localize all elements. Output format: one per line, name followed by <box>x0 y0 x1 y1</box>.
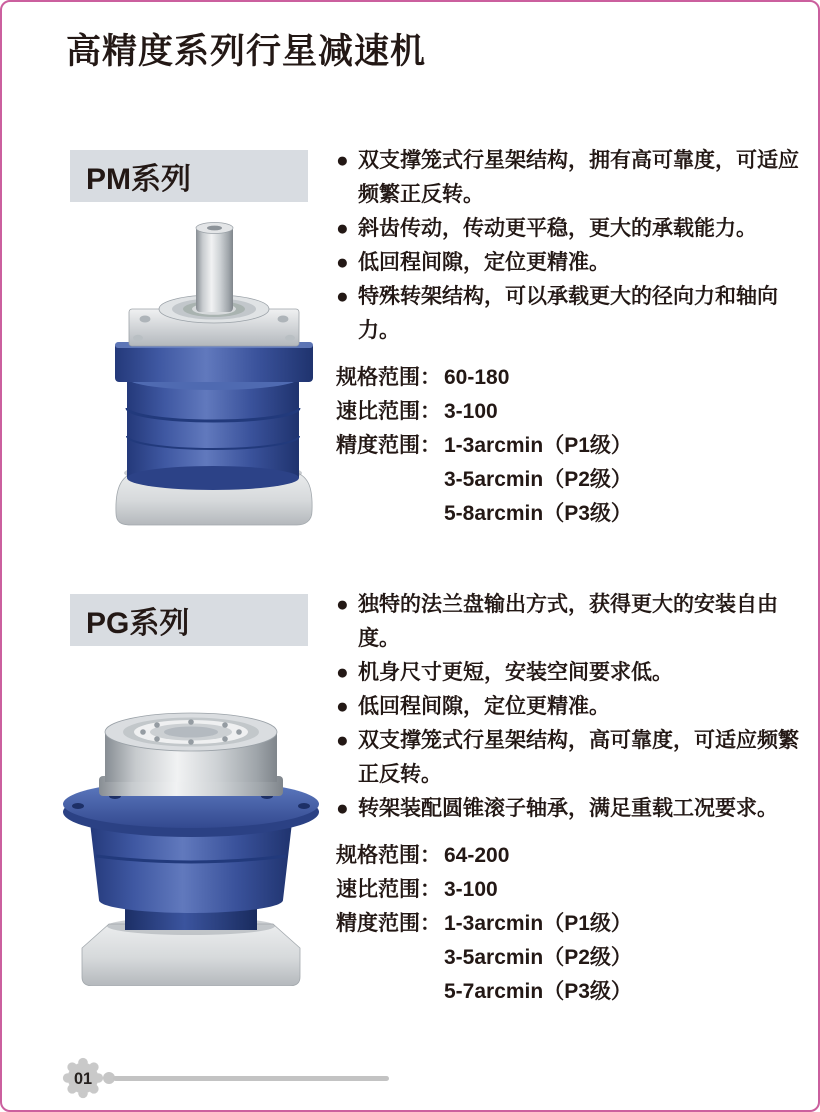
feature-item <box>336 792 800 826</box>
feature-item <box>336 212 800 246</box>
feature-item <box>336 656 800 690</box>
bullet-icon: ● <box>336 729 349 752</box>
spec-value: 5-8arcmin（P3级） <box>444 502 632 525</box>
spec-row <box>336 395 800 429</box>
pm-gearbox-illustration <box>72 212 334 530</box>
page-footer <box>60 1055 389 1101</box>
spec-values <box>444 839 800 873</box>
spec-value: 3-100 <box>444 878 498 901</box>
spec-row <box>336 907 800 1009</box>
pg-series-label-text: PG系列 <box>86 607 190 640</box>
feature-item <box>336 144 800 212</box>
spec-row <box>336 873 800 907</box>
spec-value: 3-5arcmin（P2级） <box>444 468 632 491</box>
feature-text: 低回程间隙，定位更精准。 <box>358 251 610 274</box>
pg-gearbox-illustration <box>52 698 330 986</box>
spec-row <box>336 429 800 531</box>
pg-series-label <box>70 594 308 646</box>
spec-row <box>336 839 800 873</box>
spec-label: 速比范围： <box>336 878 441 901</box>
spec-row <box>336 361 800 395</box>
feature-text: 独特的法兰盘输出方式，获得更大的安装自由度。 <box>358 593 778 650</box>
spec-label: 精度范围： <box>336 434 441 457</box>
bullet-icon: ● <box>336 661 349 684</box>
bullet-icon: ● <box>336 217 349 240</box>
spec-label: 精度范围： <box>336 912 441 935</box>
page-number: 01 <box>73 1069 93 1088</box>
bullet-icon: ● <box>336 285 349 308</box>
pm-series-label <box>70 150 308 202</box>
pm-spec-list <box>336 361 800 531</box>
feature-text: 双支撑笼式行星架结构，拥有高可靠度，可适应频繁正反转。 <box>358 149 799 206</box>
pg-spec-list <box>336 839 800 1009</box>
page-title: 高精度系列行星减速机 <box>66 32 427 71</box>
pm-product-image <box>72 212 334 535</box>
feature-item <box>336 724 800 792</box>
feature-item <box>336 588 800 656</box>
spec-label: 规格范围： <box>336 844 441 867</box>
spec-values <box>444 361 800 395</box>
feature-text: 双支撑笼式行星架结构，高可靠度，可适应频繁正反转。 <box>358 729 799 786</box>
spec-value: 64-200 <box>444 844 510 867</box>
pm-feature-list <box>336 144 800 348</box>
spec-value: 1-3arcmin（P1级） <box>444 434 632 457</box>
spec-values <box>444 907 800 1009</box>
spec-values <box>444 429 800 531</box>
bullet-icon: ● <box>336 251 349 274</box>
bullet-icon: ● <box>336 695 349 718</box>
spec-value: 3-5arcmin（P2级） <box>444 946 632 969</box>
bullet-icon: ● <box>336 797 349 820</box>
spec-value: 60-180 <box>444 366 510 389</box>
pg-product-image <box>52 698 330 991</box>
bullet-icon: ● <box>336 149 349 172</box>
feature-item <box>336 246 800 280</box>
pg-feature-list <box>336 588 800 826</box>
pm-series-content <box>336 144 800 531</box>
spec-values <box>444 395 800 429</box>
feature-item <box>336 690 800 724</box>
footer-line <box>113 1076 389 1081</box>
spec-value: 5-7arcmin（P3级） <box>444 980 632 1003</box>
spec-values <box>444 873 800 907</box>
feature-text: 低回程间隙，定位更精准。 <box>358 695 610 718</box>
spec-label: 规格范围： <box>336 366 441 389</box>
feature-text: 特殊转架结构，可以承载更大的径向力和轴向力。 <box>358 285 778 342</box>
feature-text: 转架装配圆锥滚子轴承，满足重载工况要求。 <box>358 797 778 820</box>
spec-label: 速比范围： <box>336 400 441 423</box>
spec-value: 3-100 <box>444 400 498 423</box>
pm-series-label-text: PM系列 <box>86 163 191 196</box>
gear-icon <box>60 1055 106 1101</box>
spec-value: 1-3arcmin（P1级） <box>444 912 632 935</box>
feature-text: 斜齿传动，传动更平稳，更大的承载能力。 <box>358 217 757 240</box>
feature-text: 机身尺寸更短，安装空间要求低。 <box>358 661 673 684</box>
pg-series-content <box>336 588 800 1009</box>
bullet-icon: ● <box>336 593 349 616</box>
feature-item <box>336 280 800 348</box>
